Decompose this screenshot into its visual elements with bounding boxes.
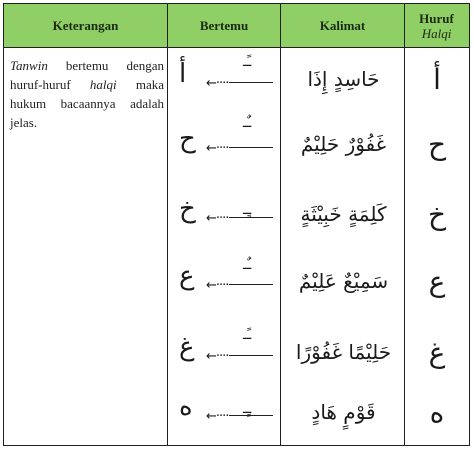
table-row — [4, 382, 469, 442]
arrow-icon: ←···· — [206, 409, 229, 424]
kalimat-cell: قَوْمٍ هَادٍ — [311, 400, 376, 424]
tanwin-line — [229, 147, 273, 148]
arrow-icon: ←···· — [206, 211, 229, 226]
header-kalimat: Kalimat — [319, 18, 366, 33]
bertemu-cell — [169, 322, 281, 382]
tanwin-mark: ـٌـ — [243, 257, 252, 273]
bertemu-cell — [169, 251, 281, 311]
huruf-halqi-cell: أ — [433, 62, 441, 96]
huruf-letter: ح — [179, 124, 196, 154]
table-row — [4, 251, 469, 311]
table-row — [4, 184, 469, 244]
tanwin-mark: ـٍـ — [243, 202, 252, 218]
kalimat-cell: حَاسِدٍ إِذَا — [307, 67, 380, 91]
huruf-letter: خ — [179, 194, 196, 224]
arrow-icon: ←···· — [206, 76, 229, 91]
table-row — [4, 49, 469, 109]
huruf-letter: أ — [179, 59, 187, 89]
bertemu-cell — [169, 184, 281, 244]
bertemu-cell — [169, 114, 281, 174]
tanwin-line — [229, 355, 273, 356]
huruf-halqi-cell: غ — [428, 335, 446, 369]
tanwin-mark: ـًـ — [243, 54, 252, 70]
bertemu-cell — [169, 382, 281, 442]
divider — [4, 47, 469, 48]
header-huruf-halqi: Huruf Halqi — [419, 10, 454, 41]
tanwin-line — [229, 284, 273, 285]
tanwin-mark: ـٌـ — [243, 115, 252, 131]
header-keterangan: Keterangan — [52, 18, 119, 33]
keterangan-text: Tanwin bertemu dengan huruf-huruf halqi maka hukum bacaannya adalah jelas. — [10, 58, 164, 130]
huruf-letter: ع — [179, 261, 195, 291]
tanwin-line — [229, 82, 273, 83]
kalimat-cell: سَمِيْعٌ عَلِيْمٌ — [298, 269, 389, 293]
bertemu-cell — [169, 49, 281, 109]
kalimat-cell: كَلِمَةٍ خَبِيْثَةٍ — [300, 202, 387, 226]
tanwin-term: Tanwin — [10, 58, 48, 73]
huruf-halqi-cell: خ — [427, 197, 447, 231]
tanwin-mark: ـًـ — [243, 327, 252, 343]
tanwin-mark: ـٍـ — [243, 401, 252, 417]
table-row — [4, 114, 469, 174]
arrow-icon: ←···· — [206, 278, 229, 293]
kalimat-cell: حَلِيْمًا غَفُوْرًا — [295, 340, 392, 364]
huruf-halqi-cell: ح — [427, 127, 447, 161]
huruf-letter: غ — [179, 332, 195, 362]
tanwin-halqi-table — [3, 3, 470, 446]
huruf-halqi-cell: ه — [429, 395, 445, 429]
table-row — [4, 322, 469, 382]
header-bertemu: Bertemu — [199, 18, 249, 33]
arrow-icon: ←···· — [206, 141, 229, 156]
halqi-term: halqi — [89, 77, 117, 92]
arrow-icon: ←···· — [206, 349, 229, 364]
kalimat-cell: غَفُوْرٌ حَلِيْمٌ — [300, 132, 387, 156]
huruf-letter: ه — [179, 392, 193, 422]
huruf-halqi-cell: ع — [428, 264, 446, 298]
